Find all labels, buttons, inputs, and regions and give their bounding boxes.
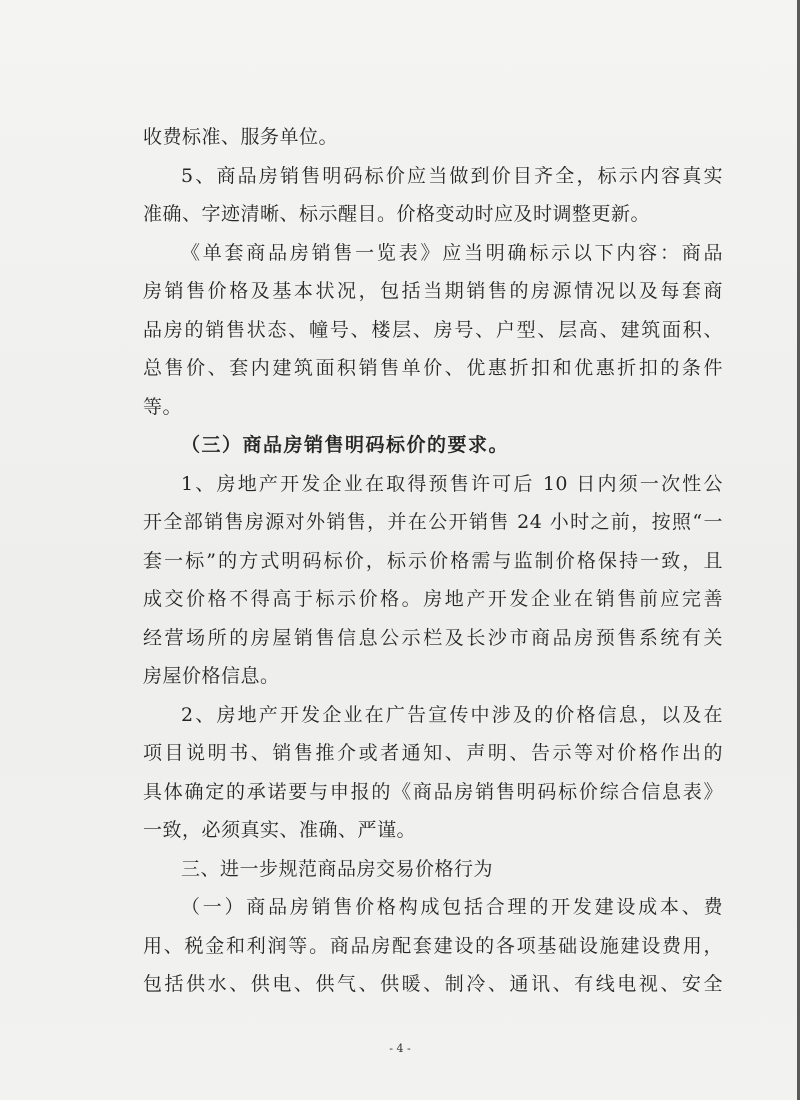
paragraph-1-line: 经营场所的房屋销售信息公示栏及长沙市商品房预售系统有关 bbox=[143, 626, 723, 649]
body-line: 收费标准、服务单位。 bbox=[143, 126, 339, 148]
paragraph-5-line: 准确、字迹清晰、标示醒目。价格变动时应及时调整更新。 bbox=[143, 203, 651, 225]
paragraph-1-line: 开全部销售房源对外销售，并在公开销售 24 小时之前，按照“一 bbox=[143, 511, 723, 533]
paragraph-table-line: 房销售价格及基本状况，包括当期销售的房源情况以及每套商 bbox=[143, 280, 723, 302]
paragraph-price-line: 包括供水、供电、供气、供暖、制冷、通讯、有线电视、安全 bbox=[143, 973, 723, 995]
paragraph-price-line: （一）商品房销售价格构成包括合理的开发建设成本、费 bbox=[181, 896, 723, 918]
paragraph-1-line: 成交价格不得高于标示价格。房地产开发企业在销售前应完善 bbox=[143, 588, 723, 610]
section-heading-three: 三、进一步规范商品房交易价格行为 bbox=[181, 857, 494, 880]
document-body bbox=[143, 118, 723, 1004]
paragraph-1-line: 1、房地产开发企业在取得预售许可后 10 日内须一次性公 bbox=[181, 472, 723, 495]
paragraph-1-line: 房屋价格信息。 bbox=[143, 665, 280, 687]
paragraph-5-line: 5、商品房销售明码标价应当做到价目齐全，标示内容真实 bbox=[181, 164, 723, 187]
paragraph-price-line: 用、税金和利润等。商品房配套建设的各项基础设施建设费用， bbox=[143, 934, 723, 957]
section-heading-3: （三）商品房销售明码标价的要求。 bbox=[181, 434, 510, 456]
paragraph-2-line: 具体确定的承诺要与申报的《商品房销售明码标价综合信息表》 bbox=[143, 780, 723, 803]
page-number: - 4 - bbox=[389, 1042, 411, 1055]
paragraph-table-line: 等。 bbox=[143, 395, 183, 418]
paragraph-table-line: 《单套商品房销售一览表》应当明确标示以下内容：商品 bbox=[181, 241, 723, 264]
paragraph-table-line: 品房的销售状态、幢号、楼层、房号、户型、层高、建筑面积、 bbox=[143, 318, 723, 341]
paragraph-table-line: 总售价、套内建筑面积销售单价、优惠折扣和优惠折扣的条件 bbox=[143, 357, 723, 379]
paragraph-2-line: 一致，必须真实、准确、严谨。 bbox=[143, 819, 417, 841]
paragraph-2-line: 项目说明书、销售推介或者通知、声明、告示等对价格作出的 bbox=[143, 742, 723, 764]
paragraph-1-line: 套一标”的方式明码标价，标示价格需与监制价格保持一致，且 bbox=[143, 549, 723, 572]
paragraph-2-line: 2、房地产开发企业在广告宣传中涉及的价格信息，以及在 bbox=[181, 703, 723, 726]
